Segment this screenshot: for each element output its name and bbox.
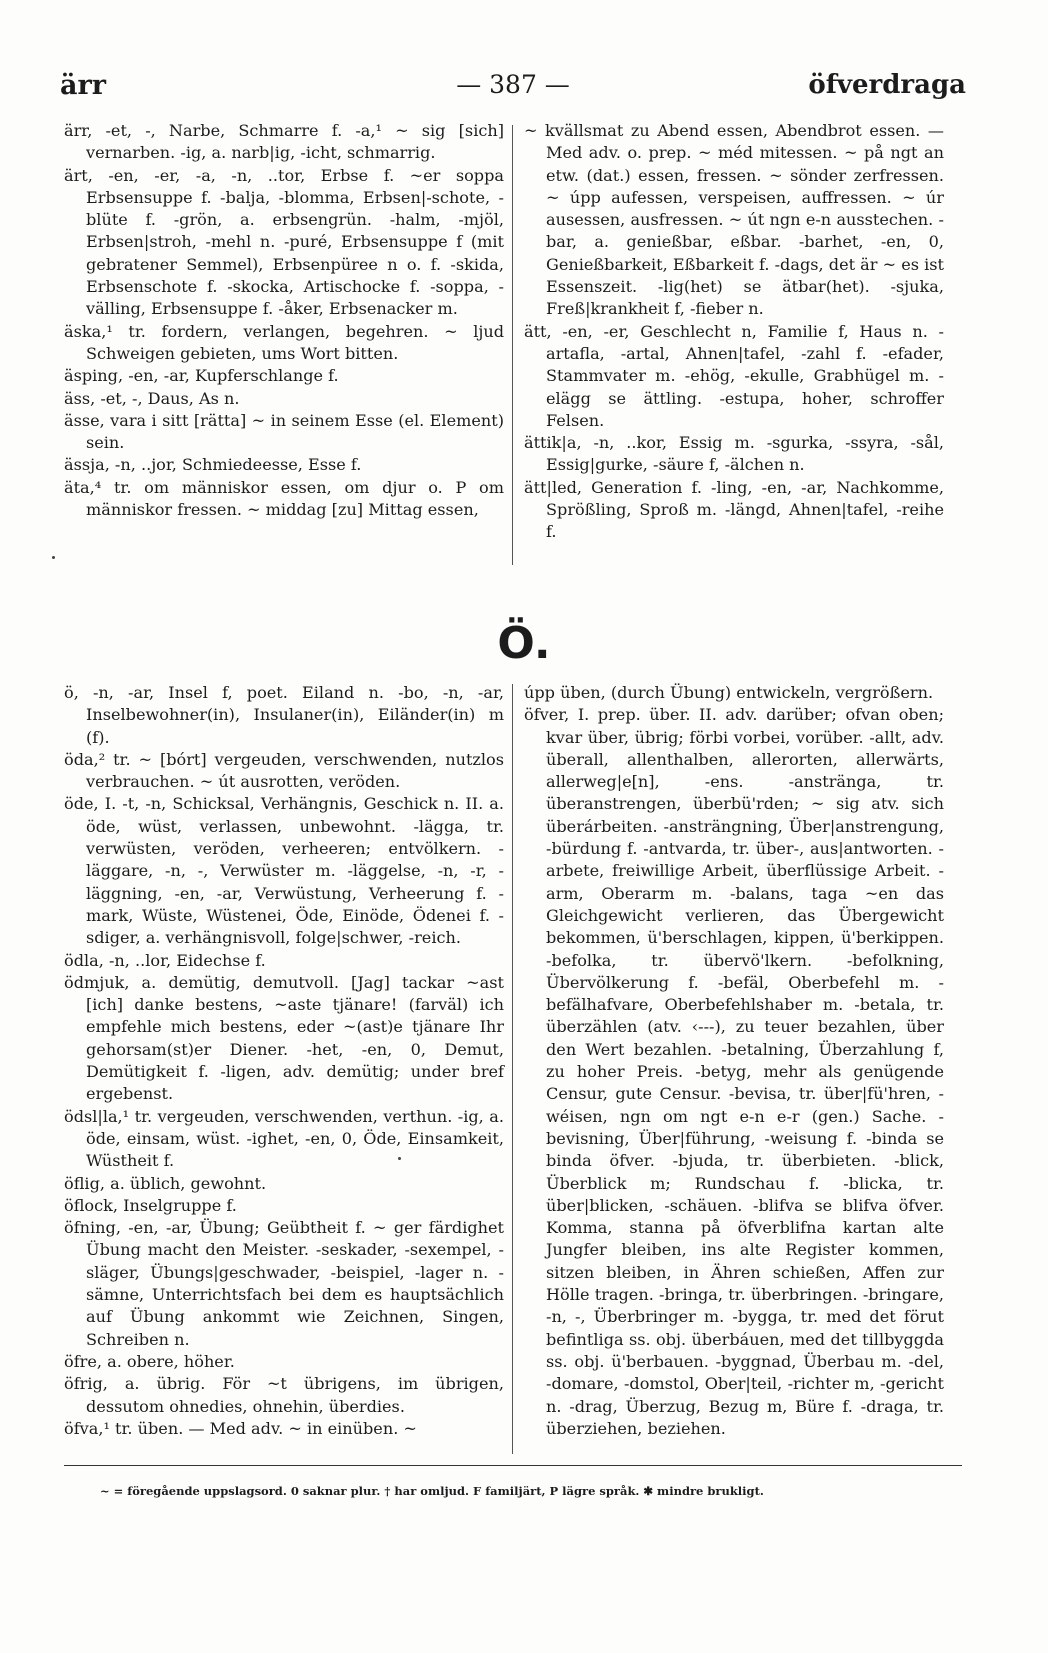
entry: äska,¹ tr. fordern, verlangen, begehren. ~ ljud Schweigen gebieten, ums Wort bitten. (64, 321, 504, 363)
entry: ö, -n, -ar, Insel f, poet. Eiland n. -bo, -n, -ar, Inselbewohner(in), Insulaner(in), Eiländer(in) m (f). (64, 683, 504, 747)
column-divider-bottom (512, 684, 513, 1454)
print-speck (52, 556, 55, 559)
entry: ässe, vara i sitt [rätta] ~ in seinem Esse (el. Element) sein. (64, 410, 504, 453)
entry: äss, -et, -, Daus, As n. (64, 388, 240, 408)
column-top-right (524, 120, 944, 544)
column-bottom-left (64, 682, 504, 1440)
header-first-headword: ärr (60, 70, 106, 101)
column-bottom-right (524, 682, 944, 1440)
entry: ärr, -et, -, Narbe, Schmarre f. -a,¹ ~ sig [sich] vernarben. -ig, a. narb|ig, -icht, schmarrig. (64, 121, 504, 163)
entry: öda,² tr. ~ [bórt] vergeuden, verschwenden, nutzlos verbrauchen. ~ út ausrotten, veröden. (64, 749, 504, 792)
entry: ~ kvällsmat zu Abend essen, Abendbrot essen. — Med adv. o. prep. ~ méd mitessen. ~ på ngt an etw. (dat.) essen, fressen. ~ sönder zerfressen. ~ úpp aufessen, verspeisen, auffressen. ~ úr ausessen, ausfressen. ~ út ngn e-n ausstechen. -bar, a. genießbar, eßbar. -barhet, -en, 0, Genießbarkeit, Eßbarkeit f. -dags, det är ~ es ist Essenszeit. -lig(het) se ätbar(het). -sjuka, Freß|krankheit f, -fieber n. (524, 121, 944, 319)
entry: öfrig, a. übrig. För ~t übrigens, im übrigen, dessutom ohnedies, ohnehin, überdies. (64, 1374, 504, 1416)
entry: ödsl|la,¹ tr. vergeuden, verschwenden, verthun. -ig, a. öde, einsam, wüst. -ighet, -en, 0, Öde, Einsamkeit, Wüstheit f. (64, 1106, 504, 1171)
abbreviation-legend: ~ = föregående uppslagsord. 0 saknar plur. † har omljud. F familjärt, P lägre språk. ✱ mindre brukligt. (100, 1484, 764, 1498)
entry: öfre, a. obere, höher. (64, 1351, 235, 1371)
print-speck (398, 1157, 401, 1160)
entry: öflig, a. üblich, gewohnt. (64, 1173, 267, 1193)
section-letter: Ö. (497, 618, 551, 669)
entry: ätt|led, Generation f. -ling, -en, -ar, Nachkomme, Sprößling, Sproß m. -längd, Ahnen|tafel, -reihe f. (524, 477, 944, 542)
entry: ätt, -en, -er, Geschlecht n, Familie f, Haus n. -artafla, -artal, Ahnen|tafel, -zahl f. -efader, Stammvater m. -ehög, -ekulle, Grabhügel m. -elägg se ättling. -estupa, hoher, schroffer Felsen. (524, 321, 944, 430)
page-header (60, 70, 966, 110)
entry: öfva,¹ tr. üben. — Med adv. ~ in einüben. ~ (64, 1418, 417, 1438)
entry: úpp üben, (durch Übung) entwickeln, vergrößern. (524, 683, 934, 702)
entry: ödmjuk, a. demütig, demutvoll. [Jag] tackar ~ast [ich] danke bestens, ~aste tjänare! (farväl) ich empfehle mich bestens, eder ~(ast)e tjänare Ihr gehorsam(st)er Diener. -het, -en, 0, Demut, Demütigkeit f. -ligen, adv. demütig; under bref ergebenst. (64, 972, 504, 1104)
entry: öde, I. -t, -n, Schicksal, Verhängnis, Geschick n. II. a. öde, wüst, verlassen, unbewohnt. -lägga, tr. verwüsten, veröden, verheeren; entvölkern. -läggare, -n, -, Verwüster m. -läggelse, -n, -r, -läggning, -en, -ar, Verwüstung, Verheerung f. -mark, Wüste, Wüstenei, Öde, Einöde, Ödenei f. -sdiger, a. verhängnisvoll, folge|schwer, -reich. (64, 794, 504, 948)
column-divider-top (512, 125, 513, 565)
footer-rule (64, 1465, 962, 1466)
entry: äsping, -en, -ar, Kupferschlange f. (64, 366, 339, 386)
entry: öfver, I. prep. über. II. adv. darüber; ofvan oben; kvar über, übrig; förbi vorbei, vorüber. -allt, adv. überall, allenthalben, allerorten, allerwärts, allerweg|e[n], -ens. -anstränga, tr. überanstrengen, überbü'rden; ~ sig atv. sich überárbeiten. -ansträngning, Über|anstrengung, -bürdung f. -antvarda, tr. über-, aus|antworten. -arbete, freiwillige Arbeit, überflüssige Arbeit. -arm, Oberarm m. -balans, taga ~en das Gleichgewicht verlieren, das Übergewicht bekommen, ü'berschlagen, kippen, ü'berkippen. -befolka, tr. übervö'lkern. -befolkning, Übervölkerung f. -befäl, Oberbefehl m. -befälhafvare, Oberbefehlshaber m. -betala, tr. überzählen (atv. ‹---), zu teuer bezahlen, über den Wert bezahlen. -betalning, Überzahlung f, zu hoher Preis. -betyg, mehr als genügende Censur, gute Censur. -bevisa, tr. über|fü'hren, -wéisen, ngn om ngt e-n e-r (gen.) Sache. -bevisning, Über|führung, -weisung f. -binda se binda öfver. -bjuda, tr. überbieten. -blick, Überblick m; Rundschau f. -blicka, tr. über|blicken, -schäuen. -blifva se blifva öfver. Komma, stanna på öfverblifna kartan alte Jungfer bleiben, ins alte Register kommen, sitzen bleiben, in Ähren schießen, Affen zur Hölle tragen. -bringa, tr. überbringen. -bringare, -n, -, Überbringer m. -bygga, tr. med det förut befintliga ss. obj. überbáuen, med det tillbyggda ss. obj. ü'berbauen. -byggnad, Überbau m. -del, -domare, -domstol, Ober|teil, -richter m, -gericht n. -drag, Überzug, Bezug m, Büre f. -draga, tr. überziehen, beziehen. (524, 705, 944, 1438)
header-last-headword: öfverdraga (808, 70, 966, 100)
entry: äta,⁴ tr. om människor essen, om djur o. P om människor fressen. ~ middag [zu] Mittag essen, (64, 477, 504, 520)
page-number: — 387 — (456, 70, 570, 99)
entry: öflock, Inselgruppe f. (64, 1195, 237, 1215)
entry: öfning, -en, -ar, Übung; Geübtheit f. ~ ger färdighet Übung macht den Meister. -seskader, -sexempel, -släger, Übungs|geschwader, -beispiel, -lager n. -sämne, Unterrichtsfach bei dem es hauptsächlich auf Übung ankommt wie Zeichnen, Singen, Schreiben n. (64, 1218, 504, 1349)
entry: ärt, -en, -er, -a, -n, ..tor, Erbse f. ~er soppa Erbsensuppe f. -balja, -blomma, Erbsen|-schote, -blüte f. -grön, a. erbsengrün. -halm, -mjöl, Erbsen|stroh, -mehl n. -puré, Erbsensuppe f (mit gebratener Semmel), Erbsenpüree n o. f. -skida, Erbsenschote f. -skocka, Artischocke f. -soppa, -välling, Erbsensuppe f. -åker, Erbsenacker m. (64, 165, 504, 319)
entry: ödla, -n, ..lor, Eidechse f. (64, 950, 266, 970)
entry: ättik|a, -n, ..kor, Essig m. -sgurka, -ssyra, -sål, Essig|gurke, -säure f, -älchen n. (524, 433, 944, 475)
column-top-left (64, 120, 504, 521)
entry: ässja, -n, ..jor, Schmiedeesse, Esse f. (64, 455, 362, 475)
